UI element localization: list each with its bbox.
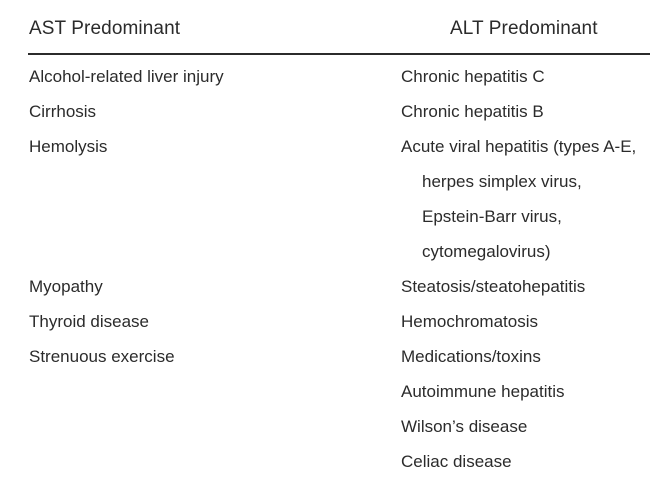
ast-item: Hemolysis [29,137,108,156]
alt-item: Steatosis/steatohepatitis [401,277,586,296]
alt-item: Medications/toxins [401,347,541,366]
ast-item: Strenuous exercise [29,347,175,366]
alt-item: Chronic hepatitis C [401,67,545,86]
alt-column [401,59,665,479]
column-header-alt: ALT Predominant [450,18,598,39]
alt-item: Celiac disease [401,452,512,471]
ast-column [29,59,379,374]
alt-item: Chronic hepatitis B [401,102,544,121]
header-rule [28,53,650,55]
ast-item: Alcohol-related liver injury [29,67,224,86]
alt-item: Hemochromatosis [401,312,538,331]
alt-item-acute-viral-hepatitis: Acute viral hepatitis (types A-E, herpes simplex virus, Epstein-Barr virus, cytomegalovirus) [401,137,637,261]
table-header [0,0,665,54]
ast-item: Cirrhosis [29,102,97,121]
alt-item: Wilson’s disease [401,417,528,436]
ast-item: Myopathy [29,277,103,296]
ast-item: Thyroid disease [29,312,150,331]
alt-item: Autoimmune hepatitis [401,382,565,401]
column-header-ast: AST Predominant [29,18,181,39]
